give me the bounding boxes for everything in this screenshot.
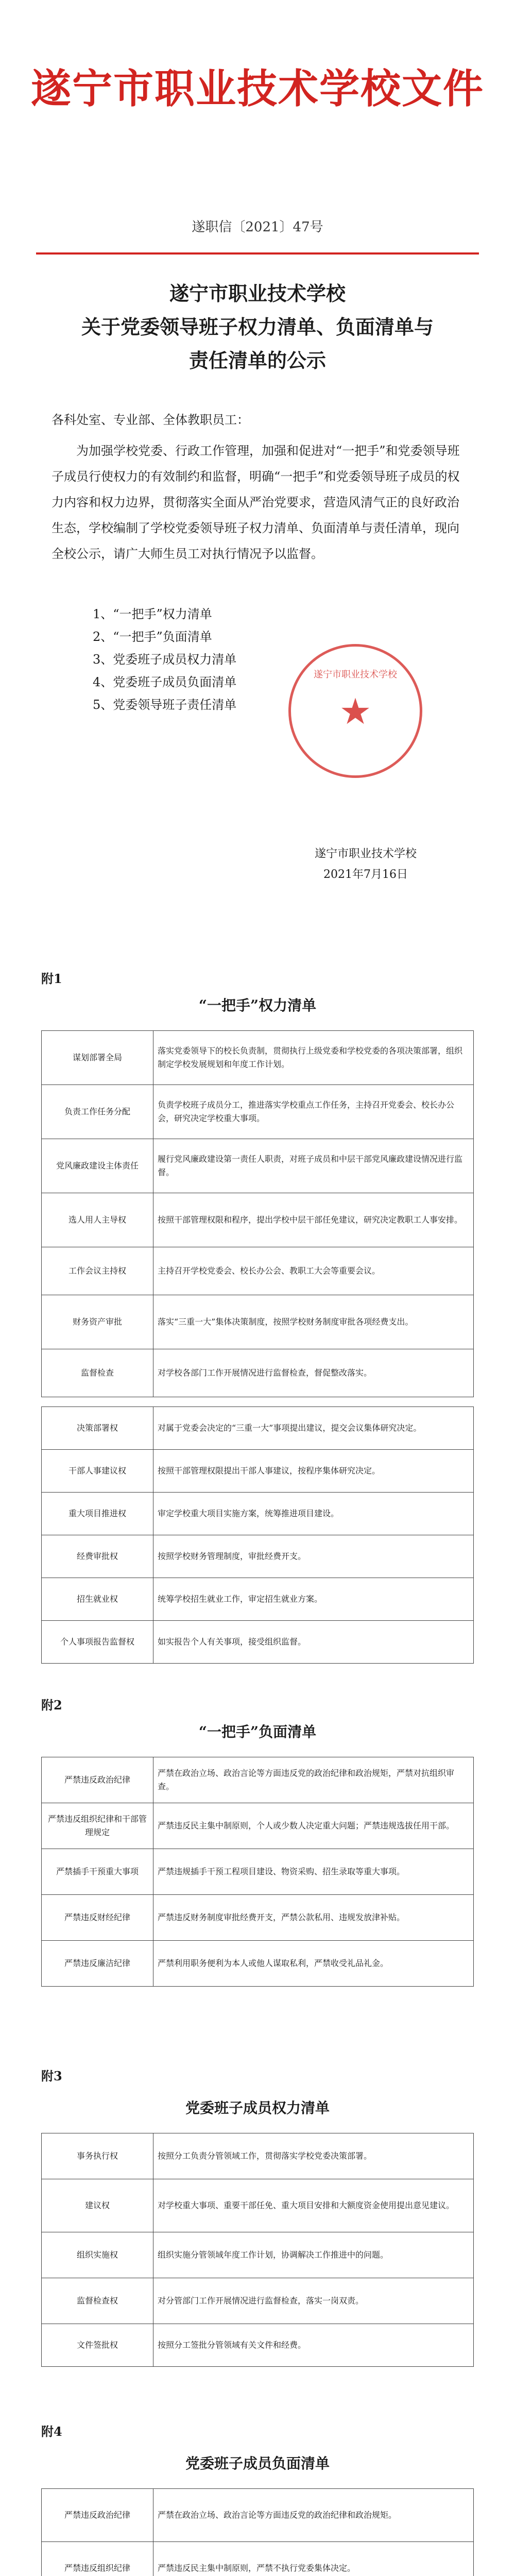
negative-list-table <box>41 1757 474 1987</box>
table-row: 严禁违反财经纪律 严禁违反财务制度审批经费开支，严禁公款私用、违规发放津补贴。 <box>42 1895 474 1941</box>
member-negative-table <box>41 2488 474 2576</box>
attachment-title: “一把手”权力清单 <box>198 997 317 1014</box>
notice-title-line2: 关于党委领导班子权力清单、负面清单与 <box>81 315 434 338</box>
attachment-title: 党委班子成员负面清单 <box>185 2455 330 2472</box>
attachment-label: 附2 <box>41 1698 62 1713</box>
power-list-table-continued <box>41 1406 474 1664</box>
table-row: 谋划部署全局 落实党委领导下的校长负责制，贯彻执行上级党委和学校党委的各项决策部署，组织制定学校发展规划和年度工作计划。 <box>42 1031 474 1085</box>
table-row: 重大项目推进权 审定学校重大项目实施方案，统筹推进项目建设。 <box>42 1493 474 1535</box>
red-divider <box>36 252 479 255</box>
notice-title-line1: 遂宁市职业技术学校 <box>169 282 346 305</box>
table-row: 干部人事建议权 按照干部管理权限提出干部人事建议，按程序集体研究决定。 <box>42 1450 474 1493</box>
table-row: 工作会议主持权 主持召开学校党委会、校长办公会、教职工大会等重要会议。 <box>42 1247 474 1295</box>
table-row: 严禁插手干预重大事项 严禁违规插手干预工程项目建设、物资采购、招生录取等重大事项。 <box>42 1849 474 1895</box>
attachment-label: 附3 <box>41 2069 62 2083</box>
attachment-list-item: 4、党委班子成员负面清单 <box>93 675 237 689</box>
signature-date: 2021年7月16日 <box>323 868 408 881</box>
member-power-table <box>41 2133 474 2367</box>
table-row: 严禁违反政治纪律 严禁在政治立场、政治言论等方面违反党的政治纪律和政治规矩，严禁对抗组织审查。 <box>42 1757 474 1803</box>
notice-title-line3: 责任清单的公示 <box>188 349 326 372</box>
table-row: 监督检查权 对分管部门工作开展情况进行监督检查，落实一岗双责。 <box>42 2278 474 2324</box>
table-row: 监督检查 对学校各部门工作开展情况进行监督检查，督促整改落实。 <box>42 1349 474 1397</box>
attachment-label: 附4 <box>41 2424 62 2439</box>
official-seal <box>288 644 422 778</box>
document-issuer-title: 遂宁市职业技术学校文件 <box>30 65 484 112</box>
table-row: 组织实施权 组织实施分管领域年度工作计划，协调解决工作推进中的问题。 <box>42 2232 474 2278</box>
attachment-list-item: 5、党委领导班子责任清单 <box>93 698 237 712</box>
attachment-label: 附1 <box>41 971 62 986</box>
attachment-title: “一把手”负面清单 <box>198 1723 317 1740</box>
table-row: 严禁违反廉洁纪律 严禁利用职务便利为本人或他人谋取私利，严禁收受礼品礼金。 <box>42 1941 474 1987</box>
attachment-list-item: 2、“一把手”负面清单 <box>93 630 212 644</box>
attachment-title: 党委班子成员权力清单 <box>185 2099 330 2116</box>
table-row: 文件签批权 按照分工签批分管领域有关文件和经费。 <box>42 2324 474 2367</box>
seal-name: 遂宁市职业技术学校 <box>314 669 397 680</box>
table-row: 事务执行权 按照分工负责分管领域工作，贯彻落实学校党委决策部署。 <box>42 2133 474 2179</box>
table-row: 财务资产审批 落实“三重一大”集体决策制度，按照学校财务制度审批各项经费支出。 <box>42 1295 474 1349</box>
document-number: 遂职信〔2021〕47号 <box>192 219 323 235</box>
star-icon: ★ <box>339 690 372 733</box>
table-row: 决策部署权 对属于党委会决定的“三重一大”事项提出建议，提交会议集体研究决定。 <box>42 1407 474 1450</box>
table-row: 党风廉政建设主体责任 履行党风廉政建设第一责任人职责，对班子成员和中层干部党风廉政建设情况进行监督。 <box>42 1139 474 1193</box>
table-row: 经费审批权 按照学校财务管理制度，审批经费开支。 <box>42 1535 474 1578</box>
table-row: 建议权 对学校重大事项、重要干部任免、重大项目安排和大额度资金使用提出意见建议。 <box>42 2179 474 2232</box>
attachment-list-item: 1、“一把手”权力清单 <box>93 607 212 621</box>
table-row: 负责工作任务分配 负责学校班子成员分工，推进落实学校重点工作任务，主持召开党委会、校长办公会，研究决定学校重大事项。 <box>42 1085 474 1139</box>
attachment-list-item: 3、党委班子成员权力清单 <box>93 652 237 667</box>
table-row: 个人事项报告监督权 如实报告个人有关事项，接受组织监督。 <box>42 1621 474 1664</box>
table-row: 招生就业权 统筹学校招生就业工作，审定招生就业方案。 <box>42 1578 474 1621</box>
power-list-table <box>41 1030 474 1397</box>
salutation: 各科处室、专业部、全体教职员工： <box>52 413 249 427</box>
signature: 遂宁市职业技术学校 <box>314 848 417 860</box>
table-row: 严禁违反组织纪律 严禁违反民主集中制原则，严禁不执行党委集体决定。 <box>42 2542 474 2576</box>
table-row: 严禁违反组织纪律和干部管理规定 严禁违反民主集中制原则，个人或少数人决定重大问题；严禁违规选拔任用干部。 <box>42 1803 474 1849</box>
table-row: 选人用人主导权 按照干部管理权限和程序，提出学校中层干部任免建议，研究决定教职工人事安排。 <box>42 1193 474 1247</box>
notice-body: 为加强学校党委、行政工作管理，加强和促进对“一把手”和党委领导班子成员行使权力的有效制约和监督，明确“一把手”和党委领导班子成员的权力内容和权力边界，贯彻落实全面从严治党要求，营造风清气正的良好政治生态，学校编制了学校党委领导班子权力清单、负面清单与责任清单，现向全校公示，请广大师生员工对执行情况予以监督。 <box>52 444 460 561</box>
table-row: 严禁违反政治纪律 严禁在政治立场、政治言论等方面违反党的政治纪律和政治规矩。 <box>42 2489 474 2542</box>
